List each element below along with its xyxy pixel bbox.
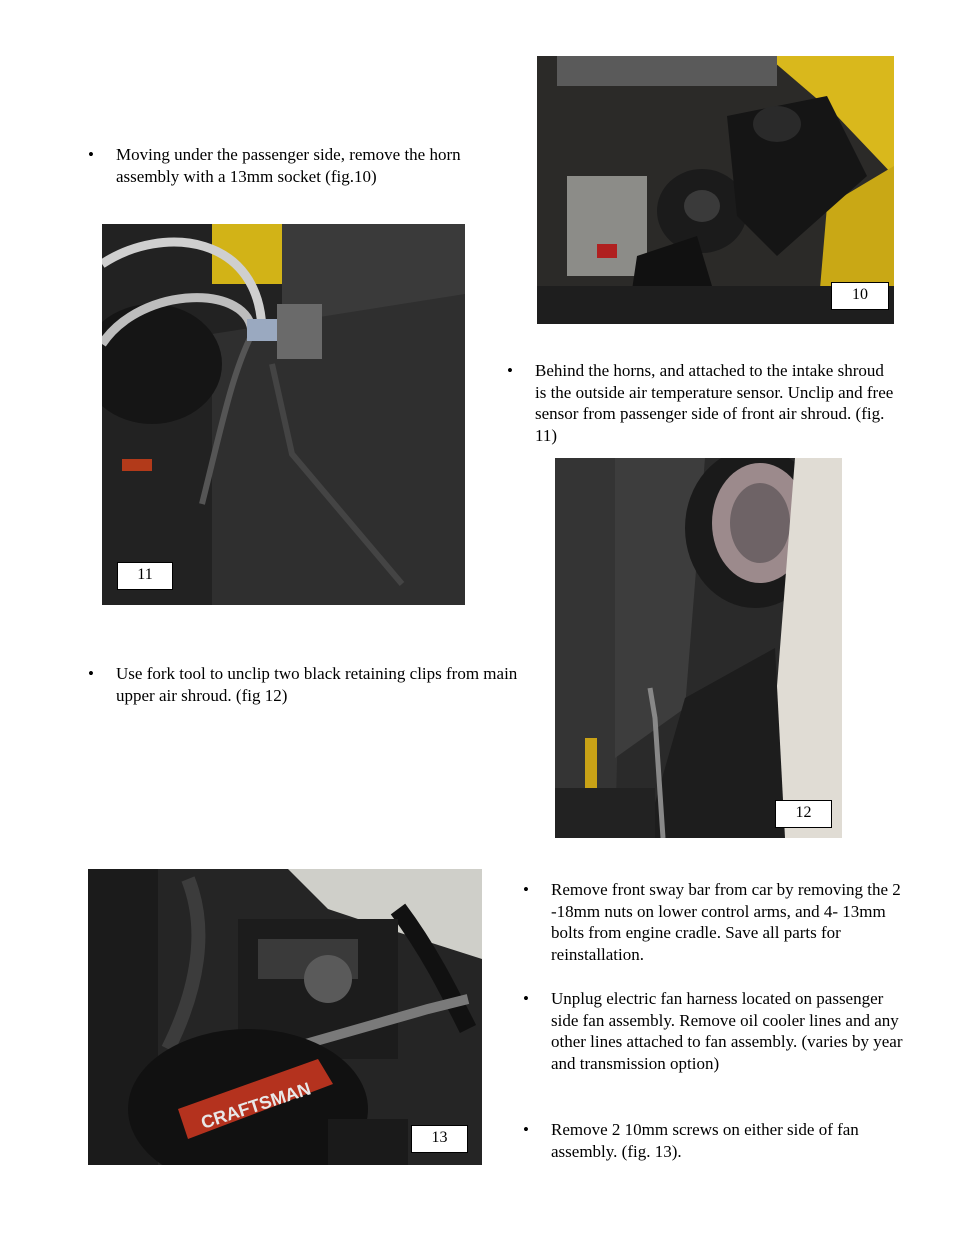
- bullet-marker: •: [88, 664, 94, 683]
- bullet-marker: •: [88, 145, 94, 164]
- instruction-text: Remove front sway bar from car by removing the 2 -18mm nuts on lower control arms, and 4- 13mm bolts from engine cradle. Save all parts for reinstallation.: [551, 880, 901, 964]
- bullet-marker: •: [507, 361, 513, 380]
- instruction-text: Use fork tool to unclip two black retaining clips from main upper air shroud. (fig 12): [116, 664, 518, 705]
- figure-number: 11: [117, 562, 173, 590]
- bullet-marker: •: [523, 1120, 529, 1139]
- instruction-text: Behind the horns, and attached to the intake shroud is the outside air temperature sensor. Unclip and free sensor from passenger side of front air shroud. (fig. 11): [535, 361, 894, 445]
- instruction-text: Remove 2 10mm screws on either side of fan assembly. (fig. 13).: [551, 1120, 859, 1161]
- figure-number: 10: [831, 282, 889, 310]
- figure-13-photo: [88, 869, 482, 1165]
- figure-10-photo: [537, 56, 894, 324]
- figure-number: 12: [775, 800, 832, 828]
- glove-brand-text: CRAFTSMAN: [198, 1078, 314, 1133]
- figure-12-photo: [555, 458, 842, 838]
- instruction-text: Moving under the passenger side, remove the horn assembly with a 13mm socket (fig.10): [116, 145, 461, 186]
- bullet-marker: •: [523, 880, 529, 899]
- bullet-marker: •: [523, 989, 529, 1008]
- instruction-text: Unplug electric fan harness located on passenger side fan assembly. Remove oil cooler lines and any other lines attached to fan assembly. (varies by year and transmission option): [551, 989, 903, 1073]
- figure-11-photo: [102, 224, 465, 605]
- figure-number: 13: [411, 1125, 468, 1153]
